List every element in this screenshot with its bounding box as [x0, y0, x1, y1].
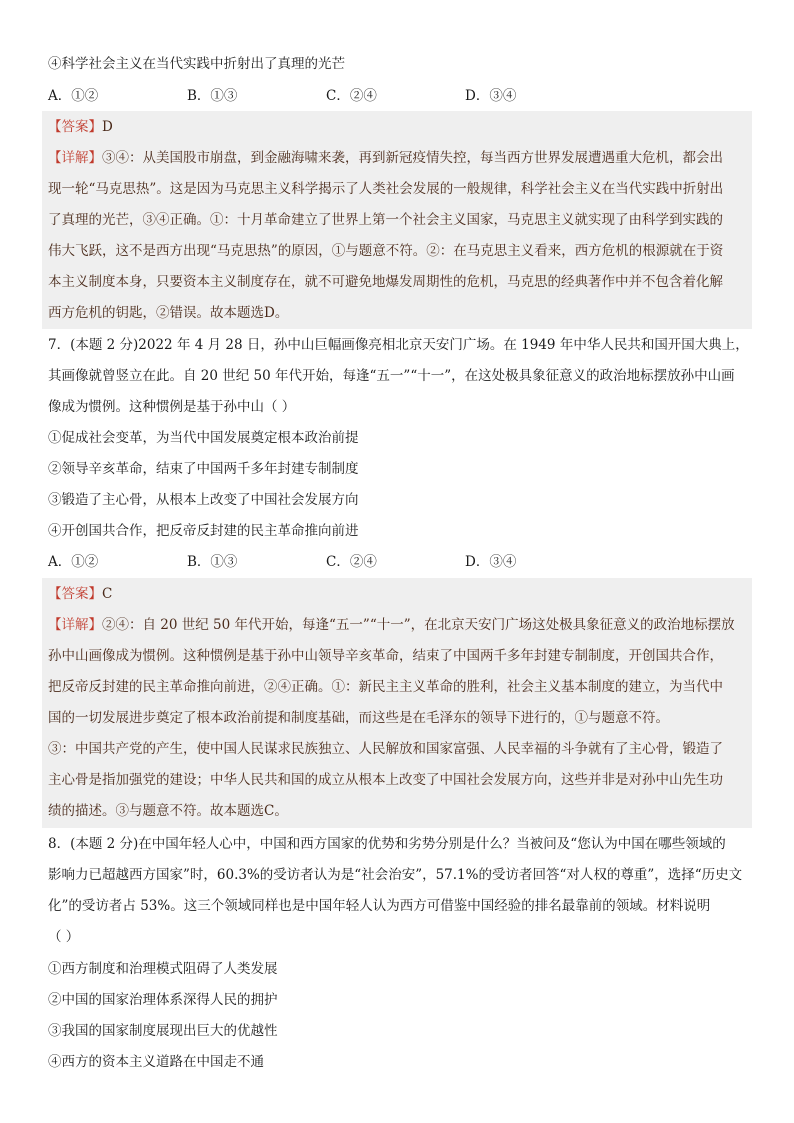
q6-detail-tag: 【详解】: [48, 150, 102, 166]
q8-item-2: ②中国的国家治理体系深得人民的拥护: [48, 992, 278, 1008]
q7-stem-line-3: 像成为惯例。这种惯例是基于孙中山（ ）: [48, 399, 296, 415]
q7-option-a: A．①②: [48, 554, 99, 570]
q8-item-3: ③我国的国家制度展现出巨大的优越性: [48, 1023, 278, 1039]
q7-detail-line-2: 孙中山画像成为惯例。这种惯例是基于孙中山领导辛亥革命，结束了中国两千多年封建专制制度，开创国共合作，: [48, 648, 723, 664]
q7-answer-line: [48, 585, 112, 603]
q7-detail-line-6: 主心骨是指加强党的建设；中华人民共和国的成立从根本上改变了中国社会发展方向，这些并非是对孙中山先生功: [48, 772, 723, 788]
q8-item-4: ④西方的资本主义道路在中国走不通: [48, 1054, 264, 1070]
q6-detail-line-3: 了真理的光芒，③④正确。①：十月革命建立了世界上第一个社会主义国家，马克思主义就实现了由科学到实践的: [48, 212, 723, 228]
q6-answer-tag: 【答案】: [48, 119, 102, 135]
q6-option-b: B．①③: [187, 88, 238, 104]
q7-detail-line-3: 把反帝反封建的民主革命推向前进，②④正确。①：新民主主义革命的胜利，社会主义基本制度的建立，为当代中: [48, 679, 723, 695]
q6-answer-value: D: [102, 119, 113, 135]
q6-option-c: C．②④: [326, 88, 377, 104]
q6-option-a: A．①②: [48, 88, 99, 104]
q8-stem-line-3: 化”的受访者占 53%。这三个领域同样也是中国年轻人认为西方可借鉴中国经验的排名最靠前的领域。材料说明: [48, 898, 711, 914]
q6-detail-line-2: 现一轮“马克思热”。这是因为马克思主义科学揭示了人类社会发展的一般规律，科学社会主义在当代实践中折射出: [48, 181, 724, 197]
q6-detail-line-5: 本主义制度本身，只要资本主义制度存在，就不可避免地爆发周期性的危机，马克思的经典著作中并不包含着化解: [48, 274, 723, 290]
q7-option-c: C．②④: [326, 554, 377, 570]
q7-item-4: ④开创国共合作，把反帝反封建的民主革命推向前进: [48, 523, 359, 539]
q8-stem-line-2: 影响力已超越西方国家”时，60.3%的受访者认为是“社会治安”，57.1%的受访者回答“对人权的尊重”，选择“历史文: [48, 867, 743, 883]
q7-item-1: ①促成社会变革，为当代中国发展奠定根本政治前提: [48, 430, 359, 446]
q7-option-b: B．①③: [187, 554, 238, 570]
q7-option-d: D．③④: [465, 554, 517, 570]
q7-stem-line-1: 7．(本题 2 分)2022 年 4 月 28 日，孙中山巨幅画像亮相北京天安门广场。在 1949 年中华人民共和国开国大典上，: [48, 337, 749, 353]
q7-answer-tag: 【答案】: [48, 586, 102, 602]
q6-option-d: D．③④: [465, 88, 517, 104]
q6-detail-line-6: 西方危机的钥匙，②错误。故本题选D。: [48, 305, 289, 321]
q8-stem-line-4: （ ）: [48, 929, 80, 945]
q7-item-2: ②领导辛亥革命，结束了中国两千多年封建专制制度: [48, 461, 359, 477]
q6-detail-line-1: 【详解】③④：从美国股市崩盘，到金融海啸来袭，再到新冠疫情失控，每当西方世界发展遭遇重大危机，都会出: [48, 150, 723, 166]
q7-detail-tag: 【详解】: [48, 617, 102, 633]
q7-stem-line-2: 其画像就曾竖立在此。自 20 世纪 50 年代开始，每逢“五一”“十一”，在这处极具象征意义的政治地标摆放孙中山画: [48, 368, 735, 384]
q6-answer-line: [48, 118, 113, 136]
q6-item-4: ④科学社会主义在当代实践中折射出了真理的光芒: [48, 56, 345, 72]
q7-item-3: ③锻造了主心骨，从根本上改变了中国社会发展方向: [48, 492, 359, 508]
q6-detail-line-4: 伟大飞跃，这不是西方出现“马克思热”的原因，①与题意不符。②：在马克思主义看来，西方危机的根源就在于资: [48, 243, 724, 259]
q8-item-1: ①西方制度和治理模式阻碍了人类发展: [48, 961, 278, 977]
q7-detail-line-1: 【详解】②④：自 20 世纪 50 年代开始，每逢“五一”“十一”，在北京天安门广场这处极具象征意义的政治地标摆放: [48, 617, 735, 633]
q7-detail-line-4: 国的一切发展进步奠定了根本政治前提和制度基础，而这些是在毛泽东的领导下进行的，①与题意不符。: [48, 710, 669, 726]
q7-detail-line-5: ③：中国共产党的产生，使中国人民谋求民族独立、人民解放和国家富强、人民幸福的斗争就有了主心骨，锻造了: [48, 741, 723, 757]
q8-stem-line-1: 8．(本题 2 分)在中国年轻人心中，中国和西方国家的优势和劣势分别是什么？当被问及“您认为中国在哪些领域的: [48, 836, 726, 852]
q7-detail-line-7: 绩的描述。③与题意不符。故本题选C。: [48, 803, 288, 819]
q7-answer-value: C: [102, 586, 113, 602]
